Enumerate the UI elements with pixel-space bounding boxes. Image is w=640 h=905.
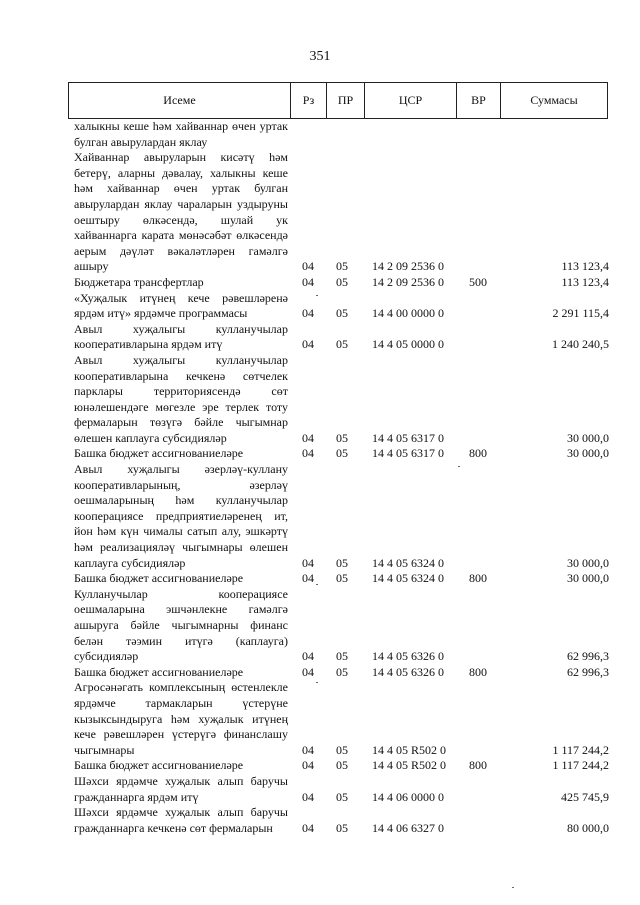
row-csr: 14 4 05 0000 0 <box>372 337 444 352</box>
row-pr: 05 <box>336 446 348 461</box>
table-body <box>68 119 613 836</box>
table-row <box>68 119 613 150</box>
row-name: халыкны кеше һәм хайваннар өчен уртак булган авырулардан яклау <box>74 119 288 149</box>
table-row <box>68 571 613 587</box>
header-sum: Суммасы <box>530 93 578 107</box>
row-sum: 2 291 115,4 <box>552 306 609 321</box>
row-sum: 30 000,0 <box>567 430 609 445</box>
table-row <box>68 462 613 571</box>
row-vr: 800 <box>469 664 487 679</box>
row-rz: 04 <box>302 306 314 321</box>
row-pr: 05 <box>336 274 348 289</box>
row-rz: 04 <box>302 555 314 570</box>
row-rz: 04 <box>302 742 314 757</box>
row-name: Авыл хуҗалыгы кулланучылар кооперативларына ярдәм итү <box>74 321 288 352</box>
row-pr: 05 <box>336 758 348 773</box>
scan-speck <box>458 466 460 467</box>
scan-speck <box>512 887 514 888</box>
table-row <box>68 150 613 275</box>
table-row <box>68 758 613 774</box>
row-csr: 14 4 05 6326 0 <box>372 664 444 679</box>
row-pr: 05 <box>336 742 348 757</box>
table-row <box>68 322 613 353</box>
row-sum: 62 996,3 <box>567 664 609 679</box>
row-pr: 05 <box>336 789 348 804</box>
scan-speck <box>316 295 318 296</box>
table-row <box>68 680 613 758</box>
row-csr: 14 4 06 0000 0 <box>372 789 444 804</box>
row-vr: 800 <box>469 571 487 586</box>
row-sum: 425 745,9 <box>561 789 609 804</box>
row-pr: 05 <box>336 337 348 352</box>
row-name: Башка бюджет ассигнованиеләре <box>74 571 244 586</box>
row-pr: 05 <box>336 259 348 274</box>
row-name: «Хуҗалык итүнең кече рәвешләренә ярдәм итү» ярдәмче программасы <box>74 290 288 321</box>
row-name: Кулланучылар кооперациясе оешмаларына эшчәнлекне гамәлгә ашыруга бәйле чыгымнарны финанс белән тәэмин итүгә (каплауга) субсидияләр <box>74 586 288 664</box>
header-rz: Рз <box>291 83 327 118</box>
row-sum: 1 117 244,2 <box>552 742 609 757</box>
row-sum: 80 000,0 <box>567 820 609 835</box>
row-name: Башка бюджет ассигнованиеләре <box>74 664 244 679</box>
row-sum: 1 117 244,2 <box>552 758 609 773</box>
row-pr: 05 <box>336 649 348 664</box>
row-pr: 05 <box>336 571 348 586</box>
row-sum: 30 000,0 <box>567 571 609 586</box>
row-sum: 113 123,4 <box>561 259 609 274</box>
row-csr: 14 2 09 2536 0 <box>372 274 444 289</box>
scan-speck <box>316 682 318 683</box>
header-vr: ВР <box>457 83 501 118</box>
row-name: Башка бюджет ассигнованиеләре <box>74 446 244 461</box>
table-header <box>68 82 608 119</box>
row-rz: 04 <box>302 274 314 289</box>
row-csr: 14 2 09 2536 0 <box>372 259 444 274</box>
row-pr: 05 <box>336 664 348 679</box>
row-name: Агросәнәгать комплексының өстенлекле ярдәмче тармакларын үстерүне кызыксындыруга һәм хуҗалык итүнең кече рәвешләрен үстерүгә финанслашу чыгымнары <box>74 680 288 757</box>
row-pr: 05 <box>336 306 348 321</box>
table-row <box>68 805 613 836</box>
row-rz: 04 <box>302 446 314 461</box>
row-csr: 14 4 05 6317 0 <box>372 446 444 461</box>
row-sum: 1 240 240,5 <box>552 337 609 352</box>
row-csr: 14 4 05 6326 0 <box>372 649 444 664</box>
row-name: Шәхси ярдәмче хуҗалык алып баручы гражданнарга ярдәм итү <box>74 773 288 804</box>
row-csr: 14 4 00 0000 0 <box>372 306 444 321</box>
row-vr: 500 <box>469 274 487 289</box>
row-pr: 05 <box>336 820 348 835</box>
row-csr: 14 4 05 R502 0 <box>372 742 447 757</box>
row-sum: 30 000,0 <box>567 555 609 570</box>
row-csr: 14 4 06 6327 0 <box>372 820 444 835</box>
table-row <box>68 587 613 665</box>
header-pr: ПР <box>327 83 365 118</box>
table-row <box>68 275 613 291</box>
row-rz: 04 <box>302 430 314 445</box>
header-csr: ЦСР <box>365 83 457 118</box>
row-rz: 04 <box>302 337 314 352</box>
row-name: Авыл хуҗалыгы әзерләү-куллану кооперативларының, әзерләү оешмаларының һәм кулланучылар кооперациясе предприятиеләренең ит, йон һәм күн чималы сатып алу, эшкәртү һәм реализацияләү чыгымнары өлешен каплауга субсидияләр <box>74 462 288 570</box>
scan-speck <box>316 584 318 585</box>
table-row <box>68 291 613 322</box>
row-csr: 14 4 05 R502 0 <box>372 758 447 773</box>
row-pr: 05 <box>336 430 348 445</box>
row-csr: 14 4 05 6317 0 <box>372 430 444 445</box>
row-name: Авыл хуҗалыгы кулланучылар кооперативларына кечкенә сөтчелек парклары территориясендә сөт юнәлешендәге мөгезле эре терлек тоту фермаларын төзүгә бәйле чыгымнар өлешен каплауга субсидияләр <box>74 352 288 445</box>
row-rz: 04 <box>302 571 314 586</box>
row-name: Шәхси ярдәмче хуҗалык алып баручы гражданнарга кечкенә сөт фермаларын <box>74 805 288 835</box>
row-sum: 113 123,4 <box>561 274 609 289</box>
table-row <box>68 774 613 805</box>
row-vr: 800 <box>469 758 487 773</box>
row-csr: 14 4 05 6324 0 <box>372 555 444 570</box>
row-rz: 04 <box>302 259 314 274</box>
row-rz: 04 <box>302 820 314 835</box>
row-rz: 04 <box>302 758 314 773</box>
header-name: Исеме <box>69 83 291 118</box>
table-row <box>68 446 613 462</box>
row-sum: 30 000,0 <box>567 446 609 461</box>
row-csr: 14 4 05 6324 0 <box>372 571 444 586</box>
table-row <box>68 665 613 681</box>
row-rz: 04 <box>302 649 314 664</box>
row-pr: 05 <box>336 555 348 570</box>
row-rz: 04 <box>302 789 314 804</box>
page-number: 351 <box>309 49 331 64</box>
table-row <box>68 353 613 447</box>
row-name: Башка бюджет ассигнованиеләре <box>74 758 244 773</box>
row-name: Хайваннар авыруларын кисәтү һәм бетерү, аларны дәвалау, халыкны кеше һәм хайваннар өчен уртак булган авырулардан яклау чараларын уздыруны оештыру өлкәсендә, шулай ук хайваннарга карата мөнәсәбәт өлкәсендә аерым дәүләт вәкаләтләрен гамәлгә ашыру <box>74 150 288 274</box>
row-vr: 800 <box>469 446 487 461</box>
row-name: Бюджетара трансфертлар <box>74 274 204 289</box>
row-rz: 04 <box>302 664 314 679</box>
row-sum: 62 996,3 <box>567 649 609 664</box>
